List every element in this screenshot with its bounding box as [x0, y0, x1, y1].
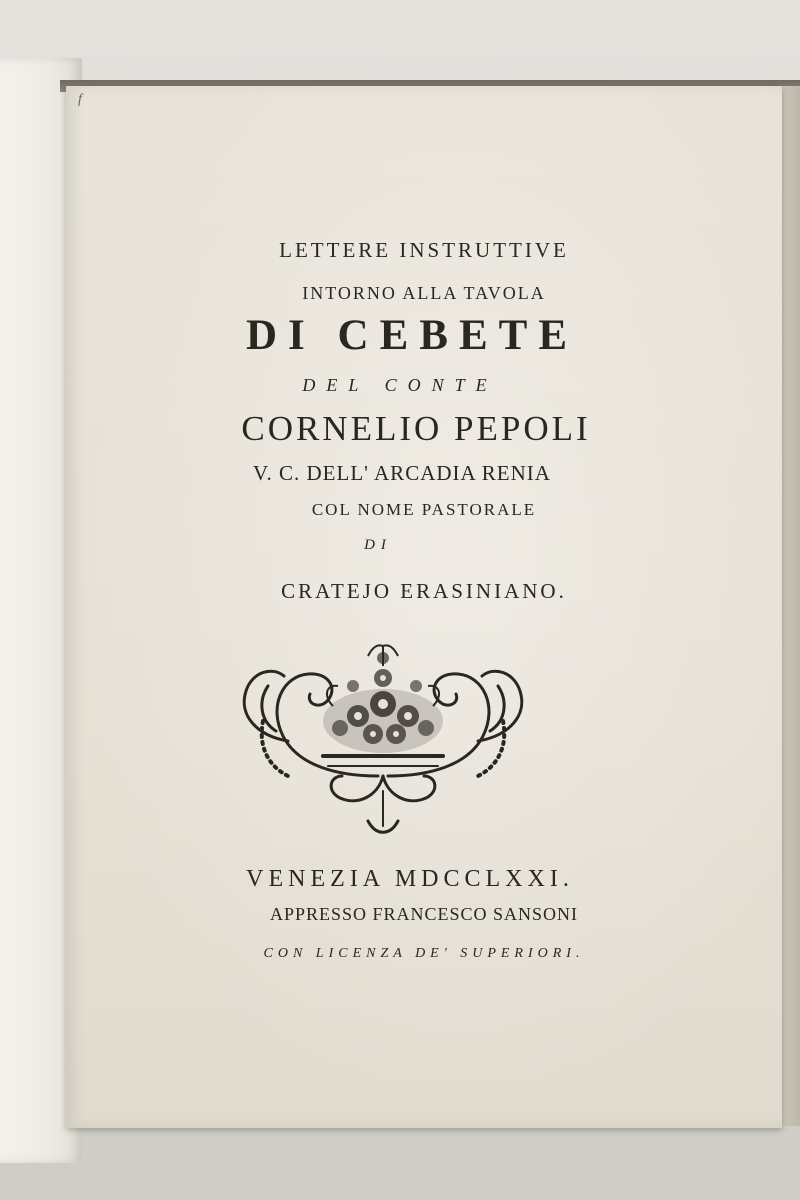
imprint-place: VENEZIA MDCCLXXI. — [246, 866, 574, 892]
author-name: CORNELIO PEPOLI — [241, 409, 591, 448]
title-line-4: DEL CONTE — [302, 375, 498, 395]
title-line-2: INTORNO ALLA TAVOLA — [302, 283, 546, 303]
preposition-di: DI — [364, 537, 392, 553]
pastoral-name-intro: COL NOME PASTORALE — [311, 500, 537, 519]
page-mark: f — [78, 92, 82, 107]
imprint-printer: APPRESSO FRANCESCO SANSONI — [269, 904, 579, 924]
author-title: V. C. DELL' ARCADIA RENIA — [253, 461, 551, 485]
pastoral-name: CRATEJO ERASINIANO. — [281, 579, 567, 603]
title-line-1: LETTERE INSTRUTTIVE — [279, 238, 569, 262]
title-page — [66, 86, 782, 1128]
title-main: DI CEBETE — [246, 312, 578, 359]
floral-basket-vignette-icon — [228, 626, 538, 846]
imprint-license: CON LICENZA DE' SUPERIORI. — [263, 946, 585, 961]
